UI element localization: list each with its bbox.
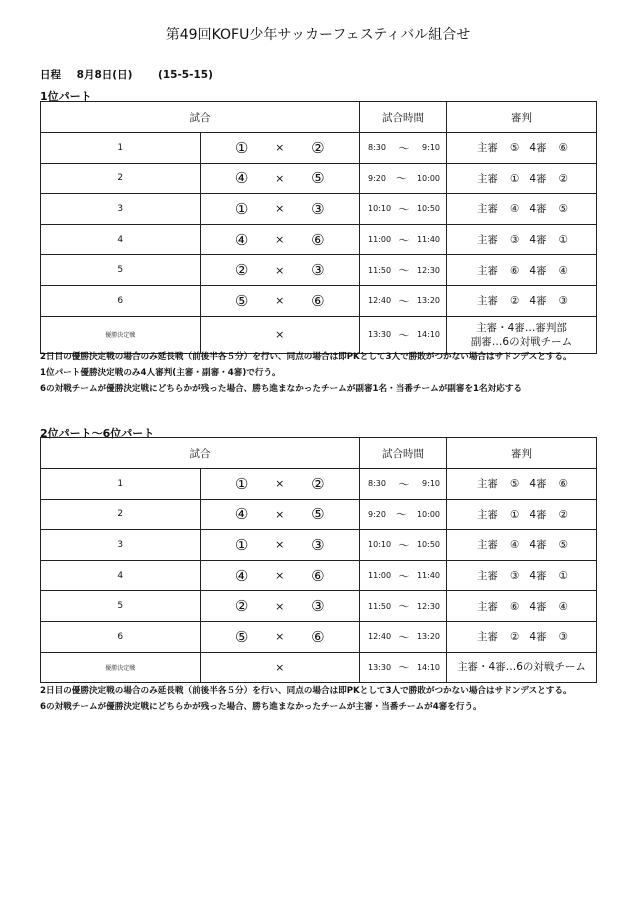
fourth-referee-label: 4審 bbox=[529, 295, 547, 308]
start-time: 11:50 bbox=[368, 601, 392, 611]
fourth-referee bbox=[529, 507, 568, 522]
table-row bbox=[41, 194, 597, 225]
fourth-referee bbox=[529, 537, 568, 552]
tilde-mark: 〜 bbox=[395, 172, 407, 186]
tilde-mark: 〜 bbox=[398, 661, 410, 675]
fourth-referee bbox=[529, 201, 568, 216]
vs-mark: × bbox=[275, 660, 285, 674]
away-team: ③ bbox=[311, 535, 325, 554]
main-referee-label: 主審 bbox=[477, 539, 498, 552]
referee-assignment bbox=[447, 232, 596, 247]
end-time: 14:10 bbox=[416, 330, 440, 340]
vs-mark: × bbox=[275, 202, 285, 216]
tilde-mark: 〜 bbox=[398, 233, 410, 247]
time-range bbox=[360, 293, 446, 309]
time-range bbox=[360, 170, 446, 186]
fourth-referee-label: 4審 bbox=[529, 172, 547, 185]
main-referee-label: 主審 bbox=[477, 295, 498, 308]
table-row bbox=[41, 224, 597, 255]
main-referee-team: ① bbox=[510, 172, 520, 185]
home-team: ① bbox=[234, 474, 249, 493]
match-cell bbox=[200, 499, 360, 530]
time-range bbox=[360, 140, 446, 156]
tilde-mark: 〜 bbox=[398, 477, 410, 491]
tilde-mark: 〜 bbox=[398, 328, 410, 342]
note-line: 2日目の優勝決定戦の場合のみ延長戦（前後半各５分）を行い、同点の場合は即PKとして3人で勝敗がつかない場合はサドンデスとする。 bbox=[40, 352, 572, 362]
tilde-mark: 〜 bbox=[398, 141, 410, 155]
away-team: ② bbox=[311, 138, 325, 157]
schedule-date: 8月8日(日) bbox=[76, 69, 133, 81]
table-header-row bbox=[41, 102, 597, 133]
end-time: 10:50 bbox=[416, 204, 440, 214]
time-range bbox=[360, 537, 446, 553]
main-referee-label: 主審 bbox=[477, 478, 498, 491]
time-range bbox=[360, 201, 446, 217]
vs-mark: × bbox=[275, 171, 285, 185]
schedule-note: (15-5-15) bbox=[158, 69, 213, 81]
tilde-mark: 〜 bbox=[398, 538, 410, 552]
fourth-referee-team: ⑥ bbox=[558, 142, 568, 155]
match-pair bbox=[201, 628, 360, 646]
match-number: 3 bbox=[41, 530, 201, 561]
end-time: 12:30 bbox=[416, 601, 440, 611]
main-referee-label: 主審 bbox=[477, 600, 498, 613]
time-cell bbox=[360, 224, 447, 255]
away-team: ③ bbox=[311, 597, 325, 616]
match-pair bbox=[201, 597, 360, 615]
note-line: 6の対戦チームが優勝決定戦にどちらかが残った場合、勝ち進まなかったチームが主審・当番チームが4審を行う。 bbox=[40, 702, 482, 712]
away-team: ⑥ bbox=[311, 230, 325, 249]
end-time: 11:40 bbox=[416, 235, 440, 245]
main-referee-label: 主審 bbox=[477, 172, 498, 185]
referee-assignment bbox=[447, 629, 596, 644]
referee-cell bbox=[447, 621, 597, 652]
main-referee bbox=[477, 140, 519, 155]
match-number: 4 bbox=[41, 224, 201, 255]
match-pair bbox=[201, 567, 360, 585]
home-team: ① bbox=[234, 138, 249, 157]
match-number: 4 bbox=[41, 560, 201, 591]
table-row bbox=[41, 621, 597, 652]
main-referee-label: 主審 bbox=[477, 508, 498, 521]
note-line: 1位パート優勝決定戦のみ4人審判(主審・副審・4審)で行う。 bbox=[40, 368, 281, 378]
time-cell bbox=[360, 591, 447, 622]
fourth-referee-team: ① bbox=[558, 570, 568, 583]
vs-mark: × bbox=[275, 141, 285, 155]
main-referee bbox=[477, 568, 519, 583]
table-row bbox=[41, 560, 597, 591]
home-team: ⑤ bbox=[234, 627, 249, 646]
referee-cell bbox=[447, 591, 597, 622]
fourth-referee bbox=[529, 476, 568, 491]
main-referee bbox=[477, 201, 519, 216]
fourth-referee-label: 4審 bbox=[529, 234, 547, 247]
referee-cell bbox=[447, 133, 597, 164]
tilde-mark: 〜 bbox=[398, 264, 410, 278]
match-cell bbox=[200, 133, 360, 164]
referee-assignment bbox=[447, 263, 596, 278]
match-pair bbox=[201, 200, 360, 218]
fourth-referee bbox=[529, 140, 568, 155]
match-cell bbox=[200, 285, 360, 316]
final-referee-line-2: 副審…6の対戦チーム bbox=[470, 335, 573, 348]
match-pair bbox=[201, 505, 360, 523]
match-number: 6 bbox=[41, 285, 201, 316]
match-table bbox=[40, 437, 597, 683]
referee-cell bbox=[447, 499, 597, 530]
home-team: ⑤ bbox=[234, 291, 249, 310]
end-time: 13:20 bbox=[416, 632, 440, 642]
start-time: 8:30 bbox=[368, 143, 386, 153]
end-time: 14:10 bbox=[416, 662, 440, 672]
main-referee-label: 主審 bbox=[477, 570, 498, 583]
fourth-referee-team: ② bbox=[558, 508, 568, 521]
fourth-referee-team: ⑤ bbox=[558, 539, 568, 552]
final-referee-cell bbox=[447, 316, 597, 353]
main-referee-team: ③ bbox=[510, 234, 520, 247]
table-row bbox=[41, 163, 597, 194]
notes bbox=[40, 683, 572, 715]
time-range bbox=[360, 598, 446, 614]
time-cell bbox=[360, 560, 447, 591]
tilde-mark: 〜 bbox=[398, 202, 410, 216]
final-row bbox=[41, 652, 597, 683]
main-referee-team: ② bbox=[510, 295, 520, 308]
main-referee bbox=[477, 476, 519, 491]
home-team: ④ bbox=[234, 169, 249, 188]
main-referee bbox=[477, 537, 519, 552]
home-team: ④ bbox=[234, 505, 249, 524]
main-referee-label: 主審 bbox=[477, 203, 498, 216]
tilde-mark: 〜 bbox=[395, 508, 407, 522]
time-range bbox=[360, 232, 446, 248]
away-team: ③ bbox=[311, 199, 325, 218]
away-team: ⑥ bbox=[311, 627, 325, 646]
vs-mark: × bbox=[275, 538, 285, 552]
match-number: 5 bbox=[41, 255, 201, 286]
schedule-label: 日程 bbox=[40, 69, 61, 81]
match-cell bbox=[200, 224, 360, 255]
main-referee bbox=[477, 629, 519, 644]
vs-mark: × bbox=[275, 599, 285, 613]
match-pair bbox=[201, 139, 360, 157]
fourth-referee-label: 4審 bbox=[529, 631, 547, 644]
referee-assignment bbox=[447, 507, 596, 522]
note-line: 2日目の優勝決定戦の場合のみ延長戦（前後半各５分）を行い、同点の場合は即PKとして3人で勝敗がつかない場合はサドンデスとする。 bbox=[40, 686, 572, 696]
fourth-referee-team: ③ bbox=[558, 295, 568, 308]
main-referee-team: ⑤ bbox=[510, 478, 520, 491]
final-match bbox=[201, 328, 360, 341]
time-range bbox=[360, 262, 446, 278]
time-range bbox=[360, 476, 446, 492]
end-time: 10:00 bbox=[416, 173, 440, 183]
start-time: 11:00 bbox=[368, 571, 392, 581]
start-time: 9:20 bbox=[368, 173, 386, 183]
time-cell bbox=[360, 621, 447, 652]
final-referee-line-1: 主審・4審…審判部 bbox=[476, 321, 567, 334]
fourth-referee-label: 4審 bbox=[529, 600, 547, 613]
home-team: ② bbox=[234, 597, 249, 616]
start-time: 10:10 bbox=[368, 204, 392, 214]
vs-mark: × bbox=[275, 477, 285, 491]
start-time: 9:20 bbox=[368, 509, 386, 519]
final-referee-line-1: 主審・4審…6の対戦チーム bbox=[457, 661, 586, 674]
fourth-referee-team: ④ bbox=[558, 600, 568, 613]
final-row bbox=[41, 316, 597, 353]
end-time: 12:30 bbox=[416, 265, 440, 275]
referee-assignment bbox=[447, 568, 596, 583]
fourth-referee bbox=[529, 599, 568, 614]
referee-cell bbox=[447, 560, 597, 591]
time-cell bbox=[360, 469, 447, 500]
start-time: 11:00 bbox=[368, 235, 392, 245]
time-cell bbox=[360, 194, 447, 225]
table-row bbox=[41, 591, 597, 622]
fourth-referee bbox=[529, 568, 568, 583]
home-team: ① bbox=[234, 535, 249, 554]
section-label: 2位パート〜6位パート bbox=[40, 427, 155, 440]
final-referee-cell bbox=[447, 652, 597, 683]
fourth-referee bbox=[529, 263, 568, 278]
vs-mark: × bbox=[275, 328, 285, 342]
main-referee-label: 主審 bbox=[477, 234, 498, 247]
fourth-referee bbox=[529, 232, 568, 247]
fourth-referee bbox=[529, 171, 568, 186]
referee-assignment bbox=[447, 140, 596, 155]
fourth-referee-label: 4審 bbox=[529, 264, 547, 277]
referee-assignment bbox=[447, 171, 596, 186]
main-referee bbox=[477, 599, 519, 614]
vs-mark: × bbox=[275, 263, 285, 277]
match-number: 5 bbox=[41, 591, 201, 622]
table-row bbox=[41, 255, 597, 286]
match-pair bbox=[201, 231, 360, 249]
referee-assignment bbox=[447, 599, 596, 614]
referee-cell bbox=[447, 285, 597, 316]
away-team: ② bbox=[311, 474, 325, 493]
tilde-mark: 〜 bbox=[398, 630, 410, 644]
vs-mark: × bbox=[275, 630, 285, 644]
match-number: 2 bbox=[41, 163, 201, 194]
table-row bbox=[41, 133, 597, 164]
main-referee-team: ② bbox=[510, 631, 520, 644]
tilde-mark: 〜 bbox=[398, 569, 410, 583]
fourth-referee-team: ① bbox=[558, 234, 568, 247]
header-referee: 審判 bbox=[447, 438, 597, 469]
table-header-row bbox=[41, 438, 597, 469]
referee-cell bbox=[447, 194, 597, 225]
final-time-range bbox=[360, 327, 446, 343]
fourth-referee-team: ⑤ bbox=[558, 203, 568, 216]
fourth-referee-label: 4審 bbox=[529, 508, 547, 521]
referee-cell bbox=[447, 255, 597, 286]
main-referee bbox=[477, 263, 519, 278]
final-time-range bbox=[360, 659, 446, 675]
match-number: 1 bbox=[41, 469, 201, 500]
final-label: 優勝決定戦 bbox=[41, 316, 201, 353]
schedule-line bbox=[40, 67, 225, 82]
time-cell bbox=[360, 285, 447, 316]
start-time: 8:30 bbox=[368, 479, 386, 489]
start-time: 12:40 bbox=[368, 296, 392, 306]
time-range bbox=[360, 629, 446, 645]
match-cell bbox=[200, 591, 360, 622]
referee-assignment bbox=[447, 201, 596, 216]
referee-cell bbox=[447, 224, 597, 255]
start-time: 13:30 bbox=[368, 662, 392, 672]
end-time: 9:10 bbox=[422, 143, 440, 153]
document-title: 第49回KOFU少年サッカーフェスティバル組合せ bbox=[165, 27, 471, 43]
main-referee bbox=[477, 232, 519, 247]
match-cell bbox=[200, 621, 360, 652]
final-match-cell bbox=[200, 652, 360, 683]
main-referee-label: 主審 bbox=[477, 631, 498, 644]
main-referee-team: ⑥ bbox=[510, 264, 520, 277]
match-cell bbox=[200, 560, 360, 591]
match-cell bbox=[200, 194, 360, 225]
match-pair bbox=[201, 292, 360, 310]
referee-cell bbox=[447, 530, 597, 561]
main-referee-team: ④ bbox=[510, 539, 520, 552]
table-row bbox=[41, 530, 597, 561]
match-cell bbox=[200, 469, 360, 500]
away-team: ③ bbox=[311, 261, 325, 280]
header-time: 試合時間 bbox=[360, 102, 447, 133]
fourth-referee-team: ④ bbox=[558, 264, 568, 277]
end-time: 9:10 bbox=[422, 479, 440, 489]
home-team: ② bbox=[234, 261, 249, 280]
main-referee-label: 主審 bbox=[477, 264, 498, 277]
fourth-referee bbox=[529, 293, 568, 308]
away-team: ⑤ bbox=[311, 169, 325, 188]
header-referee: 審判 bbox=[447, 102, 597, 133]
fourth-referee-label: 4審 bbox=[529, 478, 547, 491]
main-referee-team: ① bbox=[510, 508, 520, 521]
referee-cell bbox=[447, 163, 597, 194]
tilde-mark: 〜 bbox=[398, 294, 410, 308]
table-row bbox=[41, 499, 597, 530]
match-cell bbox=[200, 530, 360, 561]
vs-mark: × bbox=[275, 294, 285, 308]
time-range bbox=[360, 506, 446, 522]
time-cell bbox=[360, 255, 447, 286]
main-referee-team: ④ bbox=[510, 203, 520, 216]
fourth-referee bbox=[529, 629, 568, 644]
table-row bbox=[41, 469, 597, 500]
referee-assignment bbox=[447, 476, 596, 491]
start-time: 13:30 bbox=[368, 330, 392, 340]
section-label: 1位パート bbox=[40, 90, 92, 103]
vs-mark: × bbox=[275, 569, 285, 583]
main-referee bbox=[477, 293, 519, 308]
vs-mark: × bbox=[275, 507, 285, 521]
time-range bbox=[360, 568, 446, 584]
header-match: 試合 bbox=[41, 102, 360, 133]
table-row bbox=[41, 285, 597, 316]
start-time: 10:10 bbox=[368, 540, 392, 550]
match-number: 3 bbox=[41, 194, 201, 225]
main-referee-team: ⑥ bbox=[510, 600, 520, 613]
away-team: ⑥ bbox=[311, 566, 325, 585]
match-pair bbox=[201, 475, 360, 493]
notes bbox=[40, 349, 572, 397]
match-number: 6 bbox=[41, 621, 201, 652]
match-table bbox=[40, 101, 597, 354]
home-team: ① bbox=[234, 199, 249, 218]
main-referee bbox=[477, 171, 519, 186]
start-time: 12:40 bbox=[368, 632, 392, 642]
final-match bbox=[201, 661, 360, 674]
main-referee bbox=[477, 507, 519, 522]
match-pair bbox=[201, 536, 360, 554]
fourth-referee-team: ③ bbox=[558, 631, 568, 644]
home-team: ④ bbox=[234, 566, 249, 585]
fourth-referee-label: 4審 bbox=[529, 142, 547, 155]
main-referee-team: ③ bbox=[510, 570, 520, 583]
fourth-referee-team: ⑥ bbox=[558, 478, 568, 491]
note-line: 6の対戦チームが優勝決定戦にどちらかが残った場合、勝ち進まなかったチームが副審1名・当番チームが副審を1名対応する bbox=[40, 384, 523, 394]
final-label: 優勝決定戦 bbox=[41, 652, 201, 683]
fourth-referee-label: 4審 bbox=[529, 539, 547, 552]
match-cell bbox=[200, 255, 360, 286]
end-time: 11:40 bbox=[416, 571, 440, 581]
end-time: 10:00 bbox=[416, 509, 440, 519]
time-cell bbox=[360, 133, 447, 164]
fourth-referee-label: 4審 bbox=[529, 203, 547, 216]
final-match-cell bbox=[200, 316, 360, 353]
fourth-referee-label: 4審 bbox=[529, 570, 547, 583]
tilde-mark: 〜 bbox=[398, 600, 410, 614]
main-referee-label: 主審 bbox=[477, 142, 498, 155]
match-number: 2 bbox=[41, 499, 201, 530]
time-cell bbox=[360, 499, 447, 530]
header-time: 試合時間 bbox=[360, 438, 447, 469]
match-pair bbox=[201, 261, 360, 279]
vs-mark: × bbox=[275, 233, 285, 247]
match-cell bbox=[200, 163, 360, 194]
referee-assignment bbox=[447, 293, 596, 308]
final-time-cell bbox=[360, 316, 447, 353]
time-cell bbox=[360, 530, 447, 561]
end-time: 10:50 bbox=[416, 540, 440, 550]
time-cell bbox=[360, 163, 447, 194]
match-number: 1 bbox=[41, 133, 201, 164]
fourth-referee-team: ② bbox=[558, 172, 568, 185]
final-time-cell bbox=[360, 652, 447, 683]
home-team: ④ bbox=[234, 230, 249, 249]
away-team: ⑥ bbox=[311, 291, 325, 310]
end-time: 13:20 bbox=[416, 296, 440, 306]
referee-assignment bbox=[447, 537, 596, 552]
match-pair bbox=[201, 169, 360, 187]
main-referee-team: ⑤ bbox=[510, 142, 520, 155]
start-time: 11:50 bbox=[368, 265, 392, 275]
header-match: 試合 bbox=[41, 438, 360, 469]
away-team: ⑤ bbox=[311, 505, 325, 524]
referee-cell bbox=[447, 469, 597, 500]
